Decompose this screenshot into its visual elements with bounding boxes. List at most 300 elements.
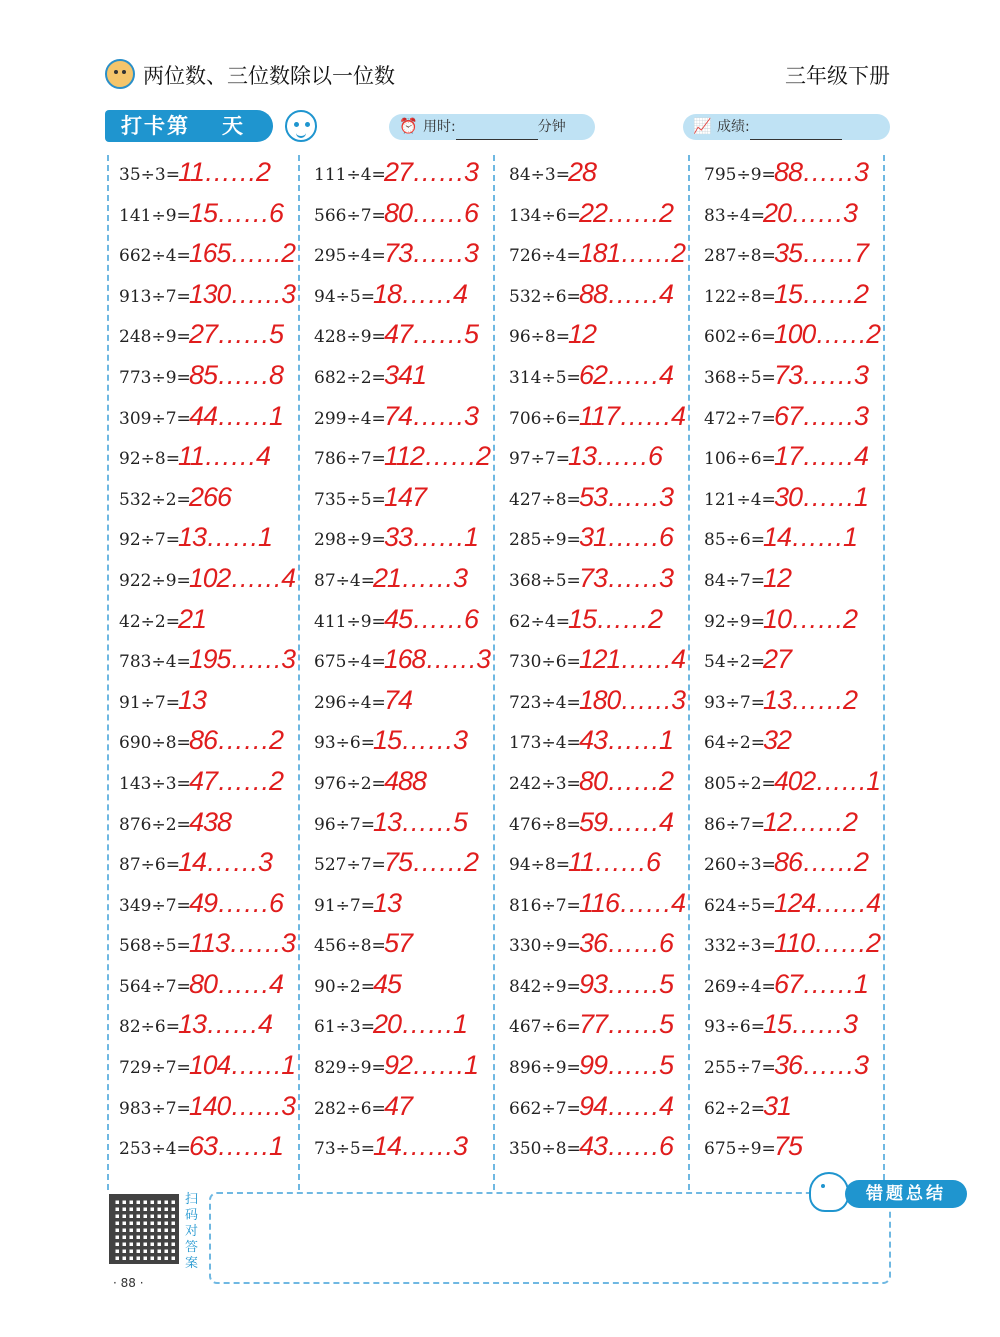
handwritten-answer[interactable]: 15……2 [568, 603, 663, 634]
problem-row [105, 926, 300, 967]
problem-question: 93÷6= [314, 733, 375, 754]
problem-row [105, 805, 300, 846]
handwritten-answer[interactable]: 93……5 [579, 968, 674, 999]
problem-row [495, 439, 690, 480]
problem-row [690, 439, 885, 480]
problem-question: 332÷3= [704, 936, 776, 957]
problem-row [690, 926, 885, 967]
handwritten-answer[interactable]: 12 [763, 562, 792, 593]
handwritten-answer[interactable]: 117……4 [579, 400, 686, 431]
problem-row [105, 1129, 300, 1170]
chart-icon: 📈 [693, 117, 712, 135]
handwritten-answer[interactable]: 53……3 [579, 481, 674, 512]
problem-question: 730÷6= [509, 652, 581, 673]
handwritten-answer[interactable]: 73……3 [579, 562, 674, 593]
handwritten-answer[interactable]: 140……3 [189, 1090, 296, 1121]
problem-grid [105, 155, 895, 1190]
problem-row [300, 764, 495, 805]
handwritten-answer[interactable]: 13……1 [178, 522, 273, 553]
problem-row [495, 1007, 690, 1048]
problem-question: 976÷2= [314, 773, 386, 794]
handwritten-answer[interactable]: 180……3 [579, 684, 686, 715]
problem-question: 532÷2= [119, 489, 191, 510]
handwritten-answer[interactable]: 86……2 [774, 847, 869, 878]
column-1 [105, 155, 300, 1190]
problem-row [495, 1089, 690, 1130]
page-title: 两位数、三位数除以一位数 [143, 64, 395, 88]
problem-question: 896÷9= [509, 1058, 581, 1079]
problem-row [300, 805, 495, 846]
handwritten-answer[interactable]: 36……6 [579, 928, 674, 959]
score-blank[interactable] [750, 121, 842, 140]
problem-row [495, 520, 690, 561]
time-field[interactable] [389, 114, 595, 140]
handwritten-answer[interactable]: 67……3 [774, 400, 869, 431]
problem-row [690, 236, 885, 277]
problem-row [300, 886, 495, 927]
problem-question: 287÷8= [704, 246, 776, 267]
problem-row [690, 277, 885, 318]
problem-row [690, 642, 885, 683]
handwritten-answer[interactable]: 88……3 [774, 157, 869, 187]
column-4 [690, 155, 885, 1190]
handwritten-answer[interactable]: 13……6 [568, 441, 663, 472]
problem-question: 706÷6= [509, 408, 581, 429]
problem-row [105, 399, 300, 440]
problem-row [495, 642, 690, 683]
problem-question: 411÷9= [314, 611, 386, 632]
handwritten-answer[interactable]: 147 [384, 481, 427, 512]
handwritten-answer[interactable]: 30……1 [774, 481, 869, 512]
handwritten-answer[interactable]: 15……3 [763, 1009, 858, 1040]
problem-row [105, 602, 300, 643]
problem-question: 91÷7= [119, 692, 180, 713]
problem-question: 92÷8= [119, 449, 180, 470]
handwritten-answer[interactable]: 124……4 [774, 887, 881, 918]
handwritten-answer[interactable]: 80……4 [189, 968, 284, 999]
qr-code-icon[interactable] [109, 1194, 179, 1264]
problem-question: 983÷7= [119, 1098, 191, 1119]
problem-question: 876÷2= [119, 814, 191, 835]
handwritten-answer[interactable]: 57 [384, 928, 413, 959]
problem-question: 86÷7= [704, 814, 765, 835]
time-unit: 分钟 [537, 119, 566, 135]
problem-question: 568÷5= [119, 936, 191, 957]
problem-row [105, 1007, 300, 1048]
problem-question: 90÷2= [314, 976, 375, 997]
footer [105, 1184, 946, 1290]
problem-question: 309÷7= [119, 408, 191, 429]
problem-question: 94÷5= [314, 286, 375, 307]
problem-question: 73÷5= [314, 1139, 375, 1160]
handwritten-answer[interactable]: 11……2 [178, 157, 271, 187]
handwritten-answer[interactable]: 80……2 [579, 765, 674, 796]
problem-question: 476÷8= [509, 814, 581, 835]
problem-question: 624÷5= [704, 895, 776, 916]
handwritten-answer[interactable]: 195……3 [189, 644, 296, 675]
problem-question: 85÷6= [704, 530, 765, 551]
problem-row [105, 358, 300, 399]
problem-row [690, 520, 885, 561]
problem-row [105, 723, 300, 764]
problem-question: 795÷9= [704, 165, 776, 185]
handwritten-answer[interactable]: 10……2 [763, 603, 858, 634]
handwritten-answer[interactable]: 94……4 [579, 1090, 674, 1121]
handwritten-answer[interactable]: 20……3 [763, 197, 858, 228]
handwritten-answer[interactable]: 102……4 [189, 562, 296, 593]
handwritten-answer[interactable]: 36……3 [774, 1050, 869, 1081]
problem-row [300, 1007, 495, 1048]
problem-row [105, 155, 300, 196]
handwritten-answer[interactable]: 62……4 [579, 359, 674, 390]
problem-row [300, 683, 495, 724]
problem-question: 456÷8= [314, 936, 386, 957]
handwritten-answer[interactable]: 21 [178, 603, 207, 634]
handwritten-answer[interactable]: 13……4 [178, 1009, 273, 1040]
problem-row [495, 967, 690, 1008]
problem-question: 532÷6= [509, 286, 581, 307]
problem-row [300, 236, 495, 277]
time-label: 用时: [423, 119, 456, 135]
handwritten-answer[interactable]: 11……6 [568, 847, 661, 878]
handwritten-answer[interactable]: 75……2 [384, 847, 479, 878]
problem-row [300, 480, 495, 521]
handwritten-answer[interactable]: 43……1 [579, 725, 674, 756]
problem-row [300, 926, 495, 967]
handwritten-answer[interactable]: 67……1 [774, 968, 869, 999]
handwritten-answer[interactable]: 402……1 [774, 765, 881, 796]
time-blank[interactable] [456, 121, 538, 140]
problem-question: 62÷2= [704, 1098, 765, 1119]
handwritten-answer[interactable]: 75 [774, 1131, 803, 1162]
problem-question: 87÷6= [119, 855, 180, 876]
handwritten-answer[interactable]: 33……1 [384, 522, 479, 553]
problem-row [495, 277, 690, 318]
problem-row [690, 1048, 885, 1089]
handwritten-answer[interactable]: 77……5 [579, 1009, 674, 1040]
problem-question: 87÷4= [314, 570, 375, 591]
handwritten-answer[interactable]: 45 [373, 968, 402, 999]
handwritten-answer[interactable]: 43……6 [579, 1131, 674, 1162]
problem-row [105, 520, 300, 561]
handwritten-answer[interactable]: 14……3 [373, 1131, 468, 1162]
problem-question: 106÷6= [704, 449, 776, 470]
problem-question: 723÷4= [509, 692, 581, 713]
handwritten-answer[interactable]: 92……1 [384, 1050, 479, 1081]
problem-question: 773÷9= [119, 367, 191, 388]
problem-row [495, 845, 690, 886]
problem-question: 242÷3= [509, 773, 581, 794]
handwritten-answer[interactable]: 488 [384, 765, 427, 796]
handwritten-answer[interactable]: 74 [384, 684, 413, 715]
handwritten-answer[interactable]: 112……2 [384, 441, 491, 472]
monkey-mascot-icon [279, 106, 323, 146]
handwritten-answer[interactable]: 59……4 [579, 806, 674, 837]
problem-question: 94÷8= [509, 855, 570, 876]
score-field[interactable] [683, 114, 890, 140]
problem-row [690, 602, 885, 643]
handwritten-answer[interactable]: 165……2 [189, 238, 296, 269]
problem-row [105, 317, 300, 358]
problem-row [300, 358, 495, 399]
problem-question: 83÷4= [704, 205, 765, 226]
problem-row [105, 642, 300, 683]
handwritten-answer[interactable]: 14……3 [178, 847, 273, 878]
problem-row [300, 967, 495, 1008]
problem-question: 675÷9= [704, 1139, 776, 1160]
problem-row [495, 561, 690, 602]
handwritten-answer[interactable]: 13……2 [763, 684, 858, 715]
problem-question: 296÷4= [314, 692, 386, 713]
punch-card-banner [105, 110, 273, 142]
handwritten-answer[interactable]: 73……3 [384, 238, 479, 269]
problem-row [105, 277, 300, 318]
problem-question: 829÷9= [314, 1058, 386, 1079]
problem-row [300, 155, 495, 196]
problem-row [690, 155, 885, 196]
handwritten-answer[interactable]: 13 [373, 887, 402, 918]
problem-row [495, 196, 690, 237]
handwritten-answer[interactable]: 13 [178, 684, 207, 715]
handwritten-answer[interactable]: 168……3 [384, 644, 491, 675]
problem-question: 602÷6= [704, 327, 776, 348]
problem-row [690, 1089, 885, 1130]
problem-row [495, 723, 690, 764]
problem-row [300, 520, 495, 561]
handwritten-answer[interactable]: 22……2 [579, 197, 674, 228]
handwritten-answer[interactable]: 74……3 [384, 400, 479, 431]
problem-question: 248÷9= [119, 327, 191, 348]
problem-question: 96÷7= [314, 814, 375, 835]
problem-question: 913÷7= [119, 286, 191, 307]
problem-row [105, 1048, 300, 1089]
problem-row [300, 196, 495, 237]
problem-row [690, 723, 885, 764]
column-2 [300, 155, 495, 1190]
problem-question: 330÷9= [509, 936, 581, 957]
handwritten-answer[interactable]: 31……6 [579, 522, 674, 553]
problem-row [495, 683, 690, 724]
problem-row [495, 602, 690, 643]
mistake-summary-box[interactable] [209, 1184, 946, 1284]
handwritten-answer[interactable]: 15……2 [774, 278, 869, 309]
problem-row [300, 399, 495, 440]
handwritten-answer[interactable]: 130……3 [189, 278, 296, 309]
problem-row [105, 764, 300, 805]
problem-row [690, 196, 885, 237]
handwritten-answer[interactable]: 12 [568, 319, 597, 350]
problem-row [690, 317, 885, 358]
handwritten-answer[interactable]: 15……3 [373, 725, 468, 756]
problem-question: 295÷4= [314, 246, 386, 267]
problem-question: 675÷4= [314, 652, 386, 673]
problem-row [300, 1089, 495, 1130]
problem-question: 368÷5= [509, 570, 581, 591]
handwritten-answer[interactable]: 28 [568, 157, 597, 187]
problem-row [690, 845, 885, 886]
problem-question: 91÷7= [314, 895, 375, 916]
handwritten-answer[interactable]: 45……6 [384, 603, 479, 634]
handwritten-answer[interactable]: 100……2 [774, 319, 881, 350]
problem-question: 564÷7= [119, 976, 191, 997]
handwritten-answer[interactable]: 341 [384, 359, 427, 390]
problem-row [105, 886, 300, 927]
problem-row [690, 967, 885, 1008]
problem-row [495, 1048, 690, 1089]
problem-row [300, 317, 495, 358]
problem-question: 428÷9= [314, 327, 386, 348]
problem-row [300, 723, 495, 764]
problem-question: 922÷9= [119, 570, 191, 591]
problem-row [105, 480, 300, 521]
handwritten-answer[interactable]: 32 [763, 725, 792, 756]
handwritten-answer[interactable]: 88……4 [579, 278, 674, 309]
problem-row [690, 683, 885, 724]
problem-row [690, 358, 885, 399]
problem-question: 566÷7= [314, 205, 386, 226]
handwritten-answer[interactable]: 438 [189, 806, 232, 837]
page-header [105, 55, 890, 95]
handwritten-answer[interactable]: 181……2 [579, 238, 686, 269]
problem-question: 735÷5= [314, 489, 386, 510]
punch-suffix: 天 [222, 114, 245, 138]
handwritten-answer[interactable]: 121……4 [579, 644, 686, 675]
problem-row [495, 926, 690, 967]
handwritten-answer[interactable]: 47 [384, 1090, 413, 1121]
handwritten-answer[interactable]: 12……2 [763, 806, 858, 837]
problem-row [105, 967, 300, 1008]
problem-question: 682÷2= [314, 367, 386, 388]
handwritten-answer[interactable]: 86……2 [189, 725, 284, 756]
problem-row [105, 561, 300, 602]
problem-row [690, 805, 885, 846]
problem-question: 314÷5= [509, 367, 581, 388]
handwritten-answer[interactable]: 31 [763, 1090, 792, 1121]
problem-question: 61÷3= [314, 1017, 375, 1038]
problem-question: 729÷7= [119, 1058, 191, 1079]
problem-row [105, 236, 300, 277]
handwritten-answer[interactable]: 27 [763, 644, 792, 675]
problem-question: 35÷3= [119, 165, 180, 185]
handwritten-answer[interactable]: 35……7 [774, 238, 869, 269]
problem-question: 92÷9= [704, 611, 765, 632]
problem-question: 173÷4= [509, 733, 581, 754]
handwritten-answer[interactable]: 80……6 [384, 197, 479, 228]
mascot-icon [105, 59, 135, 89]
handwritten-answer[interactable]: 14……1 [763, 522, 858, 553]
problem-question: 786÷7= [314, 449, 386, 470]
problem-question: 121÷4= [704, 489, 776, 510]
problem-question: 64÷2= [704, 733, 765, 754]
problem-row [105, 196, 300, 237]
problem-row [495, 399, 690, 440]
handwritten-answer[interactable]: 85……8 [189, 359, 284, 390]
handwritten-answer[interactable]: 73……3 [774, 359, 869, 390]
handwritten-answer[interactable]: 47……5 [384, 319, 479, 350]
problem-question: 96÷8= [509, 327, 570, 348]
problem-question: 143÷3= [119, 773, 191, 794]
handwritten-answer[interactable]: 116……4 [579, 887, 686, 918]
grade-label: 三年级下册 [785, 64, 890, 88]
handwritten-answer[interactable]: 110……2 [774, 928, 881, 959]
problem-question: 255÷7= [704, 1058, 776, 1079]
problem-question: 467÷6= [509, 1017, 581, 1038]
handwritten-answer[interactable]: 17……4 [774, 441, 869, 472]
problem-question: 269÷4= [704, 976, 776, 997]
problem-row [495, 1129, 690, 1170]
handwritten-answer[interactable]: 11……4 [178, 441, 271, 472]
problem-row [300, 1129, 495, 1170]
handwritten-answer[interactable]: 13……5 [373, 806, 468, 837]
problem-question: 92÷7= [119, 530, 180, 551]
problem-row [690, 886, 885, 927]
problem-question: 82÷6= [119, 1017, 180, 1038]
qr-label: 扫码对答案 [185, 1192, 199, 1271]
problem-question: 141÷9= [119, 205, 191, 226]
handwritten-answer[interactable]: 20……1 [373, 1009, 468, 1040]
problem-question: 42÷2= [119, 611, 180, 632]
problem-question: 282÷6= [314, 1098, 386, 1119]
handwritten-answer[interactable]: 15……6 [189, 197, 284, 228]
problem-question: 122÷8= [704, 286, 776, 307]
problem-row [105, 1089, 300, 1130]
problem-row [495, 805, 690, 846]
problem-question: 84÷7= [704, 570, 765, 591]
problem-question: 350÷8= [509, 1139, 581, 1160]
problem-row [105, 439, 300, 480]
handwritten-answer[interactable]: 49……6 [189, 887, 284, 918]
page-number: · 88 · [113, 1276, 144, 1290]
problem-question: 111÷4= [314, 165, 386, 185]
column-3 [495, 155, 690, 1190]
handwritten-answer[interactable]: 27……5 [189, 319, 284, 350]
problem-row [300, 642, 495, 683]
elephant-icon [809, 1172, 849, 1212]
handwritten-answer[interactable]: 18……4 [373, 278, 468, 309]
problem-question: 662÷7= [509, 1098, 581, 1119]
problem-row [690, 399, 885, 440]
summary-tab [809, 1178, 969, 1212]
problem-question: 84÷3= [509, 165, 570, 185]
handwritten-answer[interactable]: 104……1 [189, 1050, 296, 1081]
handwritten-answer[interactable]: 63……1 [189, 1131, 284, 1162]
problem-row [300, 1048, 495, 1089]
problem-row [300, 602, 495, 643]
problem-question: 427÷8= [509, 489, 581, 510]
handwritten-answer[interactable]: 99……5 [579, 1050, 674, 1081]
problem-row [495, 317, 690, 358]
problem-question: 783÷4= [119, 652, 191, 673]
handwritten-answer[interactable]: 21……3 [373, 562, 468, 593]
problem-row [495, 480, 690, 521]
handwritten-answer[interactable]: 266 [189, 481, 232, 512]
handwritten-answer[interactable]: 44……1 [189, 400, 284, 431]
problem-question: 527÷7= [314, 855, 386, 876]
problem-question: 816÷7= [509, 895, 581, 916]
handwritten-answer[interactable]: 113……3 [189, 928, 296, 959]
problem-question: 298÷9= [314, 530, 386, 551]
problem-question: 134÷6= [509, 205, 581, 226]
problem-row [690, 764, 885, 805]
handwritten-answer[interactable]: 27……3 [384, 157, 479, 187]
problem-row [690, 1129, 885, 1170]
problem-question: 349÷7= [119, 895, 191, 916]
problem-question: 253÷4= [119, 1139, 191, 1160]
problem-row [690, 480, 885, 521]
handwritten-answer[interactable]: 47……2 [189, 765, 284, 796]
problem-question: 62÷4= [509, 611, 570, 632]
problem-question: 93÷7= [704, 692, 765, 713]
